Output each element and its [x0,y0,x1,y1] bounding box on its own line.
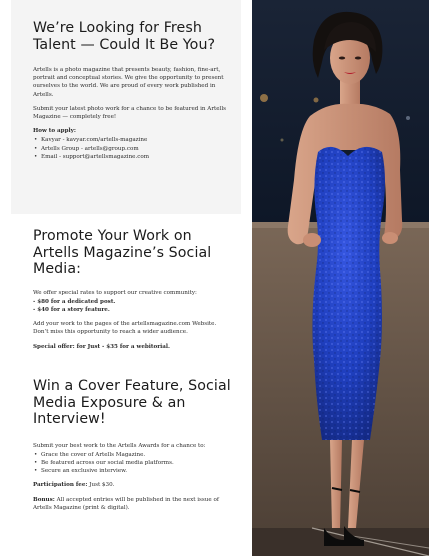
fee-value: Just $30. [87,482,115,489]
bonus-label: Bonus: [33,496,55,503]
fresh-talent-section [11,0,241,214]
social-media-section [11,214,241,360]
awards-list [33,451,231,476]
awards-section [11,360,241,556]
rates-list [33,298,231,314]
rate-story-feature: - $40 for a story feature. [33,306,110,313]
awards-item-interview: • Secure an exclusive interview. [33,467,231,475]
fee-label: Participation fee: [33,482,88,489]
fresh-talent-intro: Artells is a photo magazine that presents beauty, fashion, fine-art, portrait and conceptual stories. We give the opportunity to present ourselves to the world. We are proud of every work published in Artells. [33,67,224,98]
fresh-talent-title: We’re Looking for Fresh Talent — Could It Be You? [33,20,216,53]
awards-title: Win a Cover Feature, Social Media Exposure & an Interview! [33,378,231,427]
bonus-text [33,496,231,512]
special-offer: Special offer: for Just - $35 for a webitorial. [33,343,170,350]
website-text: Add your work to the pages of the artellsmagazine.com Website. Don’t miss this opportunity to reach a wider audience. [33,321,217,336]
awards-item-social: • Be featured across our social media platforms. [33,459,231,467]
bonus-body: All accepted entries will be published in the next issue of Artells Magazine (print & digital). [33,496,219,511]
how-to-apply-label: How to apply: [33,128,76,135]
how-to-apply-list [33,136,231,161]
fresh-talent-cta: Submit your latest photo work for a chance to be featured in Artells Magazine — completely free! [33,105,226,121]
model-illustration [252,0,429,556]
social-media-title: Promote Your Work on Artells Magazine’s Social Media: [33,228,212,277]
social-media-intro: We offer special rates to support our creative community: [33,289,197,296]
awards-intro: Submit your best work to the Artells Awards for a chance to: [33,442,206,449]
apply-artells-group-link[interactable]: • Artells Group - artells@group.com [33,145,231,153]
participation-fee [33,481,231,489]
model-photo [252,0,429,556]
rate-dedicated-post: - $80 for a dedicated post. [33,298,116,305]
apply-email-link[interactable]: • Email - support@artellsmagazine.com [33,153,231,161]
awards-item-cover: • Grace the cover of Artells Magazine. [33,451,231,459]
apply-kavyar-link[interactable]: • Kavyar - kavyar.com/artells-magazine [33,136,231,144]
city-light [260,94,268,102]
